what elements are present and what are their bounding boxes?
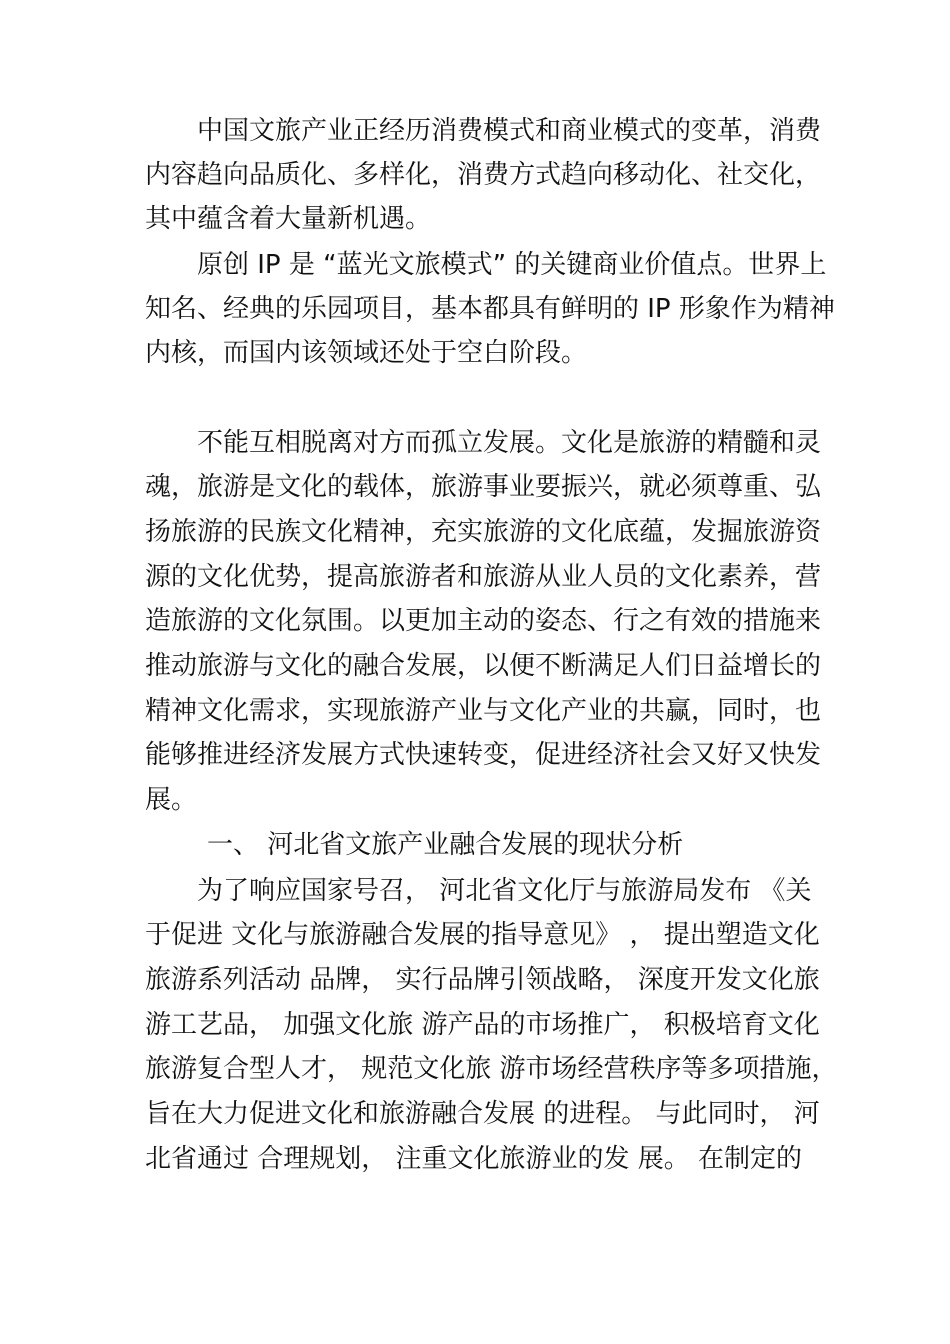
paragraph-4-line-5: 旅游复合型人才， 规范文化旅 游市场经营秩序等多项措施， <box>145 1054 838 1084</box>
paragraph-3-line-6: 推动旅游与文化的融合发展，以便不断满足人们日益增长的 <box>145 651 822 681</box>
paragraph-4-line-4: 游工艺品， 加强文化旅 游产品的市场推广， 积极培育文化 <box>145 1010 820 1040</box>
paragraph-2-line-3: 内核，而国内该领域还处于空白阶段。 <box>145 338 588 368</box>
paragraph-2-line-1: 原创 IP 是 “蓝光文旅模式” 的关键商业价值点。世界上 <box>197 250 827 280</box>
paragraph-3-line-1: 不能互相脱离对方而孤立发展。文化是旅游的精髓和灵 <box>197 428 822 458</box>
paragraph-3-line-9: 展。 <box>145 785 198 815</box>
paragraph-4-line-2: 于促进 文化与旅游融合发展的指导意见》 ， 提出塑造文化 <box>145 920 820 950</box>
paragraph-3-line-5: 造旅游的文化氛围。以更加主动的姿态、行之有效的措施来 <box>145 606 822 636</box>
section-heading: 一、 河北省文旅产业融合发展的现状分析 <box>207 830 684 860</box>
paragraph-1-line-2: 内容趋向品质化、多样化，消费方式趋向移动化、社交化， <box>145 160 822 190</box>
paragraph-2-line-2: 知名、经典的乐园项目，基本都具有鲜明的 IP 形象作为精神 <box>145 294 835 324</box>
paragraph-4-line-3: 旅游系列活动 品牌， 实行品牌引领战略， 深度开发文化旅 <box>145 965 820 995</box>
paragraph-3-line-7: 精神文化需求，实现旅游产业与文化产业的共赢，同时，也 <box>145 696 822 726</box>
paragraph-1-line-1: 中国文旅产业正经历消费模式和商业模式的变革，消费 <box>197 116 822 146</box>
paragraph-4-line-7: 北省通过 合理规划， 注重文化旅游业的发 展。 在制定的 <box>145 1144 803 1174</box>
paragraph-3-line-4: 源的文化优势，提高旅游者和旅游从业人员的文化素养，营 <box>145 562 822 592</box>
paragraph-4-line-6: 旨在大力促进文化和旅游融合发展 的进程。 与此同时， 河 <box>145 1099 820 1129</box>
paragraph-4-line-1: 为了响应国家号召， 河北省文化厅与旅游局发布 《关 <box>197 876 812 906</box>
paragraph-3-line-8: 能够推进经济发展方式快速转变，促进经济社会又好又快发 <box>145 740 822 770</box>
paragraph-3-line-3: 扬旅游的民族文化精神，充实旅游的文化底蕴，发掘旅游资 <box>145 517 822 547</box>
paragraph-1-line-3: 其中蕴含着大量新机遇。 <box>145 204 432 234</box>
paragraph-3-line-2: 魂，旅游是文化的载体，旅游事业要振兴，就必须尊重、弘 <box>145 472 822 502</box>
